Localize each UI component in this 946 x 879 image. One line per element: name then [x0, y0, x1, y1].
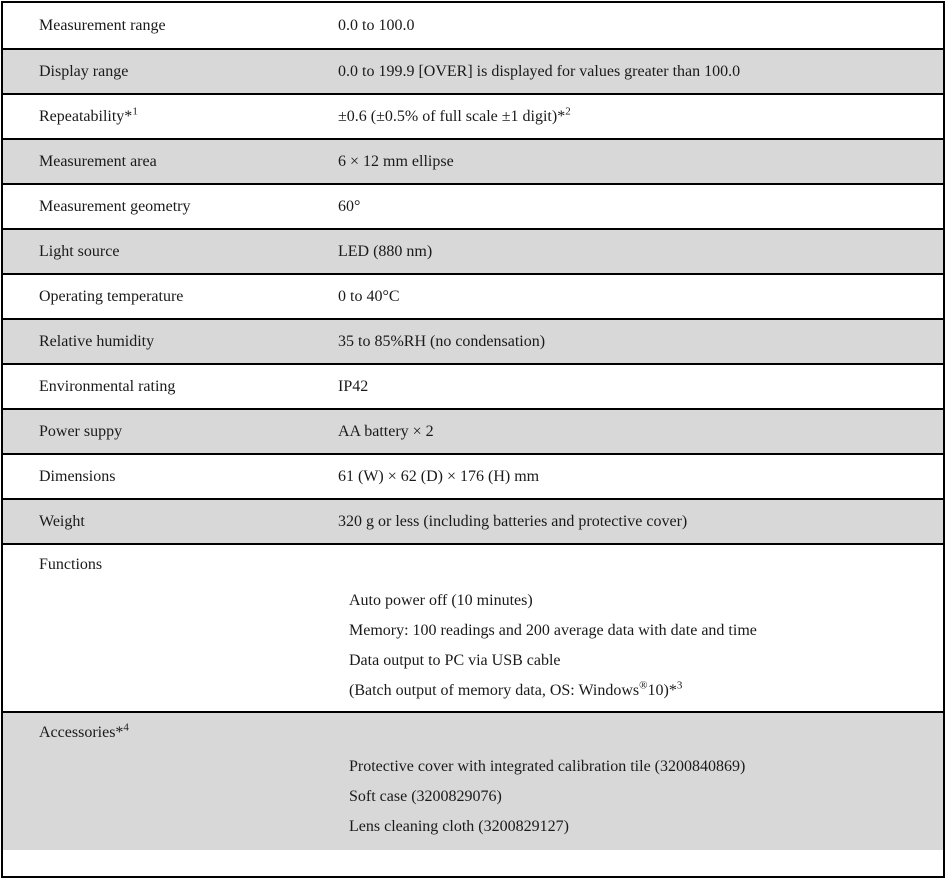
row-label-text: Power suppy	[39, 422, 123, 440]
row-label	[3, 513, 338, 531]
spec-row-functions	[3, 543, 943, 711]
row-label	[3, 153, 338, 171]
row-value-text: 0.0 to 199.9 [OVER] is displayed for values greater than 100.0	[338, 62, 741, 80]
row-value-text: 320 g or less (including batteries and protective cover)	[338, 512, 688, 530]
accessories-item-text: Soft case (3200829076)	[349, 788, 502, 805]
spec-row-operating-temperature	[3, 273, 943, 318]
row-value-text: IP42	[338, 377, 369, 395]
row-label-text: Measurement geometry	[39, 197, 191, 215]
row-value-text: 0 to 40°C	[338, 287, 400, 305]
footnote-marker: 1	[132, 105, 138, 118]
footnote-marker: 2	[565, 105, 571, 118]
row-value	[338, 288, 943, 306]
row-value-text: ±0.6 (±0.5% of full scale ±1 digit)*	[338, 107, 566, 125]
row-label	[3, 333, 338, 351]
spec-row-measurement-range	[3, 3, 943, 48]
row-value-text: 0.0 to 100.0	[338, 16, 415, 34]
row-value	[338, 378, 943, 396]
accessories-item	[338, 812, 943, 842]
spec-row-measurement-geometry	[3, 183, 943, 228]
footnote-marker: 4	[123, 721, 129, 734]
functions-item	[338, 646, 943, 676]
row-label-text: Relative humidity	[39, 332, 155, 350]
row-label	[3, 545, 338, 574]
row-label-text: Light source	[39, 242, 120, 260]
row-value	[338, 17, 943, 35]
row-value	[338, 63, 943, 81]
accessories-list	[338, 713, 943, 842]
row-label-text: Measurement range	[39, 16, 166, 34]
row-label-text: Measurement area	[39, 152, 157, 170]
row-label-text: Display range	[39, 62, 129, 80]
row-label	[3, 198, 338, 216]
row-value-text: 61 (W) × 62 (D) × 176 (H) mm	[338, 467, 540, 485]
row-label	[3, 105, 338, 126]
specification-table	[1, 1, 945, 878]
spec-row-power-supply	[3, 408, 943, 453]
functions-item-text: 10)*	[647, 682, 677, 699]
row-label-text: Weight	[39, 512, 85, 530]
row-label	[3, 243, 338, 261]
row-label-text: Accessories*	[39, 724, 124, 741]
row-value-text: 60°	[338, 197, 361, 215]
row-value-text: 6 × 12 mm ellipse	[338, 152, 454, 170]
row-label-text: Operating temperature	[39, 287, 184, 305]
functions-item-text: Auto power off (10 minutes)	[349, 592, 533, 609]
row-label-text: Environmental rating	[39, 377, 176, 395]
functions-item	[338, 586, 943, 616]
registered-trademark-symbol: ®	[639, 679, 648, 692]
row-value-text: AA battery × 2	[338, 422, 434, 440]
spec-row-dimensions	[3, 453, 943, 498]
spec-row-environmental-rating	[3, 363, 943, 408]
accessories-item-text: Protective cover with integrated calibration tile (3200840869)	[349, 758, 746, 775]
row-label-text: Dimensions	[39, 467, 116, 485]
row-label	[3, 713, 338, 742]
accessories-item-text: Lens cleaning cloth (3200829127)	[349, 818, 569, 835]
spec-row-accessories	[3, 711, 943, 850]
row-value-text: 35 to 85%RH (no condensation)	[338, 332, 546, 350]
functions-list	[338, 545, 943, 706]
row-value-text: LED (880 nm)	[338, 242, 433, 260]
row-value	[338, 423, 943, 441]
row-label	[3, 378, 338, 396]
spec-row-relative-humidity	[3, 318, 943, 363]
row-label-text: Functions	[39, 556, 103, 573]
row-label	[3, 423, 338, 441]
spec-row-display-range	[3, 48, 943, 93]
row-label	[3, 17, 338, 35]
row-value	[338, 513, 943, 531]
footnote-marker: 3	[676, 679, 683, 692]
spec-row-measurement-area	[3, 138, 943, 183]
row-label	[3, 288, 338, 306]
row-label-text: Repeatability*	[39, 107, 133, 125]
spec-row-light-source	[3, 228, 943, 273]
row-value	[338, 105, 943, 126]
row-value	[338, 198, 943, 216]
row-value	[338, 468, 943, 486]
functions-item-text: Data output to PC via USB cable	[349, 652, 561, 669]
row-label	[3, 63, 338, 81]
row-value	[338, 243, 943, 261]
row-value	[338, 153, 943, 171]
functions-item-batch-output	[338, 676, 943, 706]
functions-item-text: Memory: 100 readings and 200 average data with date and time	[349, 622, 757, 639]
accessories-item	[338, 752, 943, 782]
functions-item-text: (Batch output of memory data, OS: Windows	[349, 682, 640, 699]
row-value	[338, 333, 943, 351]
functions-item	[338, 616, 943, 646]
spec-row-weight	[3, 498, 943, 543]
accessories-item	[338, 782, 943, 812]
row-label	[3, 468, 338, 486]
spec-row-repeatability	[3, 93, 943, 138]
